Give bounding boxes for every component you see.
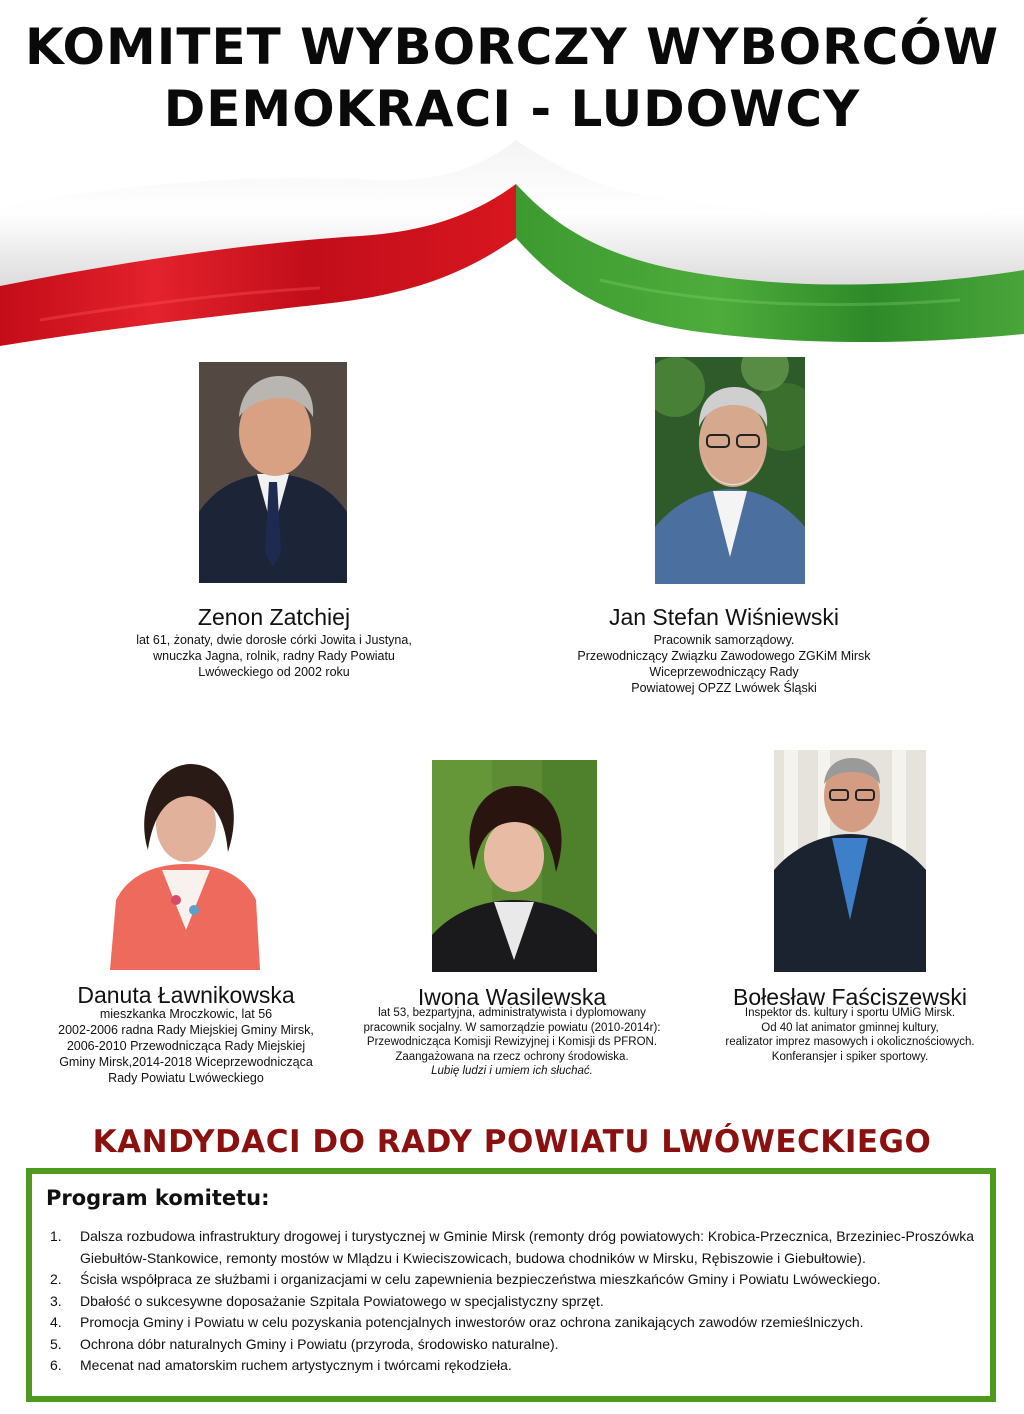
candidate-name: Zenon Zatchiej bbox=[197, 604, 351, 630]
candidate-bio bbox=[690, 1006, 1010, 1064]
bio-line: Zaangażowana na rzecz ochrony środowiska. bbox=[395, 1050, 629, 1063]
bio-line: Gminy Mirsk,2014-2018 Wiceprzewodnicząca bbox=[59, 1055, 313, 1069]
candidate-name: Bołesław Faściszewski bbox=[733, 984, 967, 1010]
candidate-name: Danuta Ławnikowska bbox=[77, 982, 295, 1008]
program-item-number: 5. bbox=[50, 1335, 62, 1352]
program-item-text: Dbałość o sukcesywne doposażanie Szpitala Powiatowego w specjalistyczny sprzęt. bbox=[80, 1292, 604, 1309]
candidate-motto: Lubię ludzi i umiem ich słuchać. bbox=[431, 1065, 593, 1077]
program-item-text: Dalsza rozbudowa infrastruktury drogowej i turystycznej w Gminie Mirsk (remonty dróg powiatowych: Krobica-Przecznica, Brzeziniec-Proszówka bbox=[80, 1228, 974, 1244]
program-title: Program komitetu: bbox=[46, 1186, 270, 1210]
poster-title-line-1: KOMITET WYBORCZY WYBORCÓW bbox=[25, 18, 999, 76]
candidate-photo-jan-stefan-wisniewski bbox=[655, 357, 805, 584]
program-item bbox=[50, 1291, 980, 1313]
program-item bbox=[50, 1355, 980, 1377]
bio-line: Wiceprzewodniczący Rady bbox=[649, 665, 799, 679]
program-box bbox=[26, 1168, 996, 1402]
bio-line: lat 53, bezpartyjna, administratywista i dyplomowany bbox=[378, 1007, 646, 1019]
program-item-text: Ochrona dóbr naturalnych Gminy i Powiatu (przyroda, środowisko naturalne). bbox=[80, 1335, 559, 1352]
bio-line: Pracownik samorządowy. bbox=[653, 633, 795, 647]
bio-line: realizator imprez masowych i okolicznościowych. bbox=[725, 1036, 975, 1048]
candidate-photo-boleslaw-fasciszewski bbox=[774, 750, 926, 972]
bio-line: Od 40 lat animator gminnej kultury, bbox=[761, 1021, 939, 1034]
bio-line: Rady Powiatu Lwóweckiego bbox=[108, 1071, 264, 1085]
candidate-photo-danuta-lawnikowska bbox=[110, 760, 260, 970]
program-item-text: Mecenat nad amatorskim ruchem artystycznym i twórcami rękodzieła. bbox=[80, 1357, 512, 1373]
bio-line: 2002-2006 radna Rady Miejskiej Gminy Mirsk, bbox=[58, 1023, 314, 1037]
program-item-number: 3. bbox=[50, 1292, 62, 1309]
bio-line: pracownik socjalny. W samorządzie powiatu (2010-2014r): bbox=[363, 1021, 661, 1034]
bio-line: Powiatowej OPZZ Lwówek Śląski bbox=[631, 681, 817, 695]
poster-title-line-2: DEMOKRACI - LUDOWCY bbox=[163, 80, 861, 138]
program-item-number: 1. bbox=[50, 1228, 62, 1244]
program-item bbox=[50, 1226, 980, 1269]
program-item-number: 6. bbox=[50, 1357, 62, 1373]
candidates-headline: KANDYDACI DO RADY POWIATU LWÓWECKIEGO bbox=[92, 1124, 932, 1160]
candidate-name: Iwona Wasilewska bbox=[417, 984, 607, 1010]
program-item-number: 2. bbox=[50, 1271, 62, 1287]
bio-line: 2006-2010 Przewodnicząca Rady Miejskiej bbox=[66, 1039, 306, 1053]
candidate-photo-zenon-zatchiej bbox=[199, 362, 347, 583]
candidate-bio bbox=[337, 1006, 687, 1079]
candidate-bio bbox=[104, 632, 444, 680]
candidate-bio bbox=[554, 632, 894, 696]
bio-line: wnuczka Jagna, rolnik, radny Rady Powiatu bbox=[153, 649, 395, 663]
program-item bbox=[50, 1334, 980, 1356]
program-item-text: Ścisła współpraca ze służbami i organizacjami w celu zapewnienia bezpieczeństwa mieszkańców Gminy i Powiatu Lwóweckiego. bbox=[80, 1271, 881, 1287]
bio-line: Przewodnicząca Komisji Rewizyjnej i Komisji ds PFRON. bbox=[366, 1036, 658, 1048]
program-item bbox=[50, 1269, 980, 1291]
bio-line: Inspektor ds. kultury i sportu UMiG Mirsk. bbox=[744, 1007, 956, 1019]
candidate-bio bbox=[26, 1006, 346, 1086]
waving-flag-banner bbox=[0, 120, 1024, 370]
bio-line: mieszkanka Mroczkowic, lat 56 bbox=[99, 1007, 273, 1021]
program-item-text: Giebułtów-Stankowice, remonty mostów w Mlądzu i Kwieciszowicach, budowa chodników w Mirsku, Rębiszowie i Giebułtowie). bbox=[80, 1249, 866, 1266]
program-list bbox=[50, 1226, 980, 1377]
bio-line: Lwóweckiego od 2002 roku bbox=[198, 665, 350, 679]
candidate-photo-iwona-wasilewska bbox=[432, 760, 597, 972]
bio-line: Konferansjer i spiker sportowy. bbox=[771, 1050, 929, 1063]
candidate-name: Jan Stefan Wiśniewski bbox=[608, 604, 840, 630]
program-item-number: 4. bbox=[50, 1314, 62, 1330]
bio-line: lat 61, żonaty, dwie dorosłe córki Jowita i Justyna, bbox=[136, 633, 412, 647]
program-item bbox=[50, 1312, 980, 1334]
program-item-text: Promocja Gminy i Powiatu w celu pozyskania potencjalnych inwestorów oraz ochrona zanikających zawodów rzemieślniczych. bbox=[80, 1314, 864, 1330]
bio-line: Przewodniczący Związku Zawodowego ZGKiM Mirsk bbox=[577, 649, 871, 663]
